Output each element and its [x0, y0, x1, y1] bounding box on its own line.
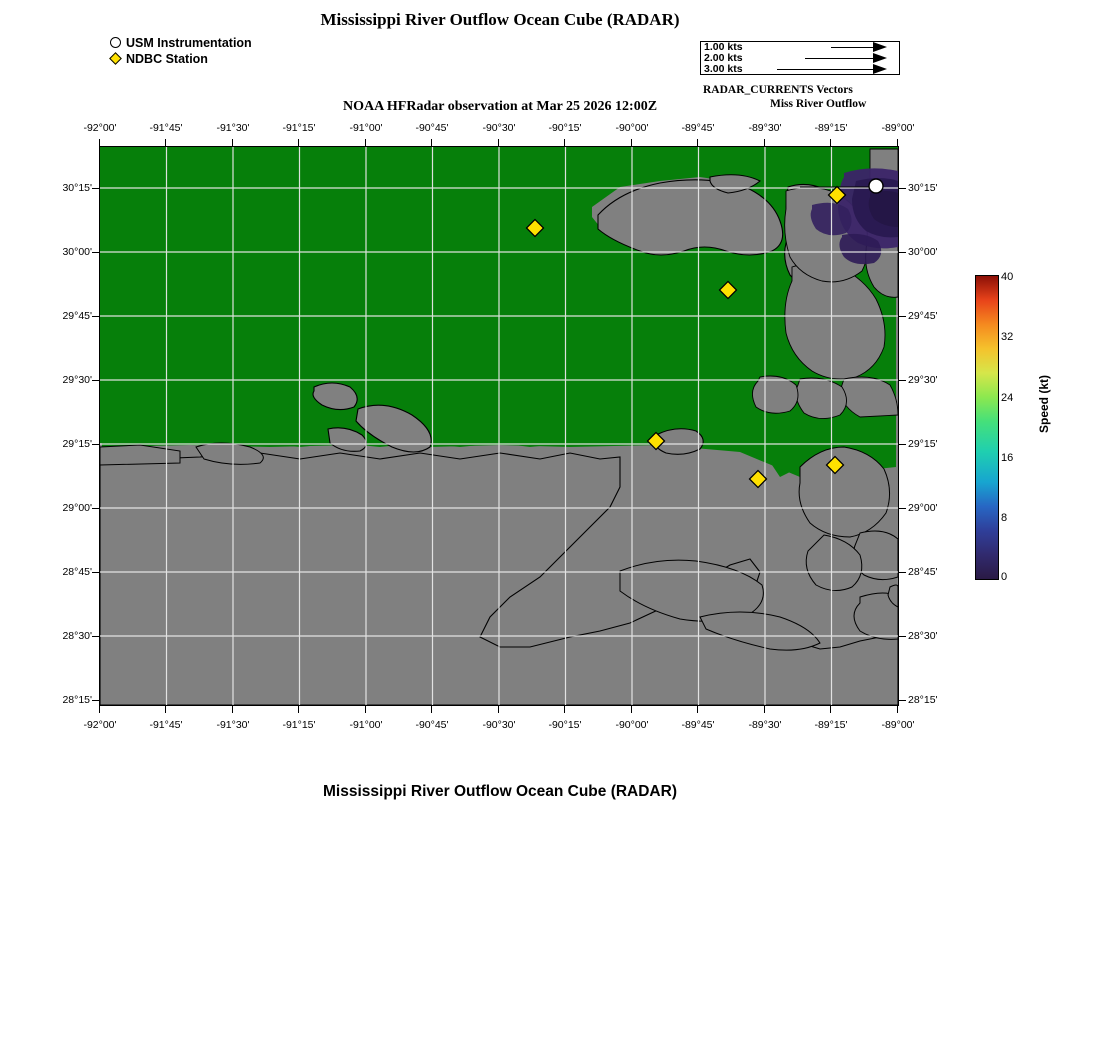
vector-key-caption: RADAR_CURRENTS Vectors — [703, 84, 853, 96]
usm-marker — [869, 179, 883, 193]
vector-key-row-3 — [701, 64, 901, 75]
legend-item-usm-instrumentation — [108, 36, 252, 51]
footer-title: Mississippi River Outflow Ocean Cube (RADAR) — [323, 783, 677, 800]
marker-legend — [108, 36, 252, 68]
colorbar-gradient — [975, 275, 999, 580]
diamond-icon — [108, 52, 126, 67]
colorbar-tick: 0 — [1001, 571, 1008, 583]
legend-item-ndbc-station — [108, 52, 252, 67]
vector-key-label-1: 1.00 kts — [704, 41, 743, 53]
map-canvas[interactable] — [99, 146, 899, 706]
page-title: Mississippi River Outflow Ocean Cube (RADAR) — [320, 10, 680, 29]
circle-open-icon — [108, 36, 126, 51]
legend-item-label: USM Instrumentation — [126, 36, 252, 50]
map-graphics — [100, 147, 898, 705]
legend-item-label: NDBC Station — [126, 52, 208, 66]
vector-scale-key — [700, 41, 900, 75]
colorbar-title: Speed (kt) — [1037, 375, 1051, 434]
colorbar-tick: 16 — [1001, 452, 1014, 464]
colorbar-tick: 40 — [1001, 271, 1014, 283]
overlay-layer-label: Miss River Outflow — [770, 98, 867, 110]
colorbar-tick: 24 — [1001, 392, 1014, 404]
colorbar-tick: 32 — [1001, 331, 1014, 343]
vector-key-label-3: 3.00 kts — [704, 63, 743, 75]
colorbar-tick: 8 — [1001, 512, 1008, 524]
observation-subtitle: NOAA HFRadar observation at Mar 25 2026 12:00Z — [342, 99, 658, 114]
vector-key-label-2: 2.00 kts — [704, 52, 743, 64]
